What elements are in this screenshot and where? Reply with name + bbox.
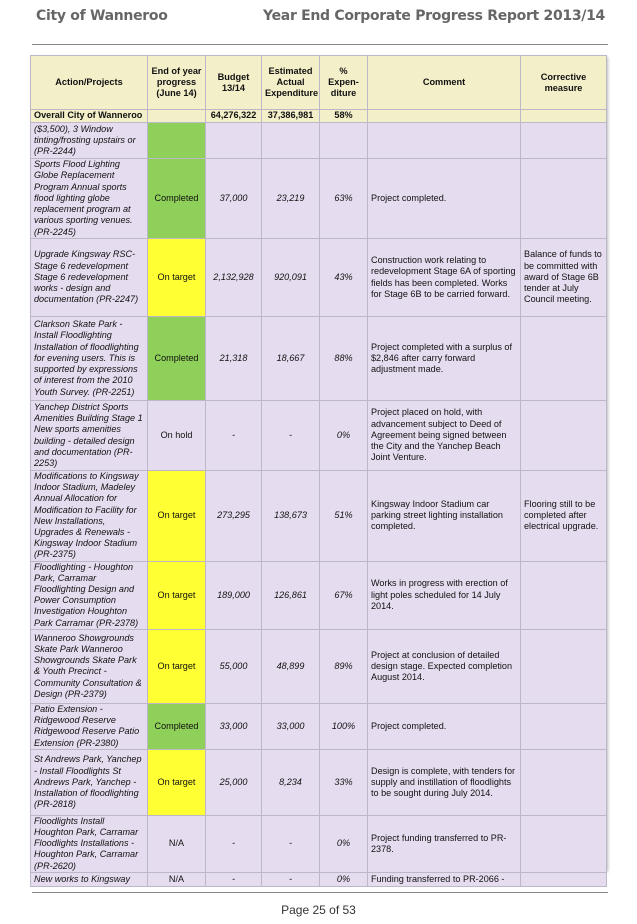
corrective-cell — [521, 872, 607, 886]
header-divider — [32, 44, 608, 45]
budget-cell: - — [206, 815, 262, 872]
action-cell: Floodlighting - Houghton Park, Carramar Floodlighting Design and Power Consumption Investigation Houghton Park Carramar (PR-2378) — [31, 561, 148, 629]
comment-cell: Project completed. — [368, 159, 521, 239]
actual-cell: 138,673 — [262, 471, 320, 562]
action-cell: New works to Kingsway — [31, 872, 148, 886]
corrective-cell — [521, 317, 607, 401]
overall-label: Overall City of Wanneroo — [31, 110, 148, 123]
pct-cell: 0% — [320, 815, 368, 872]
table-row — [31, 815, 607, 872]
actual-cell: 8,234 — [262, 749, 320, 815]
action-cell: Modifications to Kingsway Indoor Stadium, Madeley Annual Allocation for Modification to Facility for New Installations, Upgrades & Renewals - Kingsway Indoor Stadium (PR-2375) — [31, 471, 148, 562]
actual-cell: 126,861 — [262, 561, 320, 629]
comment-cell: Construction work relating to redevelopment Stage 6A of sporting fields has been completed. Works for Stage 6B to be carried forward. — [368, 239, 521, 317]
pct-cell: 88% — [320, 317, 368, 401]
budget-cell: 37,000 — [206, 159, 262, 239]
budget-cell: 189,000 — [206, 561, 262, 629]
budget-cell: 33,000 — [206, 703, 262, 749]
corrective-cell: Balance of funds to be committed with award of Stage 6B tender at July Council meeting. — [521, 239, 607, 317]
budget-cell — [206, 123, 262, 159]
corrective-cell — [521, 629, 607, 703]
table-row — [31, 471, 607, 562]
pct-cell — [320, 123, 368, 159]
table-row — [31, 749, 607, 815]
comment-cell: Project placed on hold, with advancement subject to Deed of Agreement being signed between the City and the Yanchep Beach Joint Venture. — [368, 401, 521, 471]
corrective-cell — [521, 123, 607, 159]
pct-cell: 0% — [320, 872, 368, 886]
actual-cell: - — [262, 872, 320, 886]
comment-cell: Project funding transferred to PR-2378. — [368, 815, 521, 872]
progress-table-container — [30, 55, 606, 884]
overall-progress — [148, 110, 206, 123]
progress-cell: N/A — [148, 815, 206, 872]
col-header-pct: % Expen-diture — [320, 56, 368, 110]
progress-cell: Completed — [148, 703, 206, 749]
progress-cell: N/A — [148, 872, 206, 886]
action-cell: Upgrade Kingsway RSC- Stage 6 redevelopment Stage 6 redevelopment works - design and documentation (PR-2247) — [31, 239, 148, 317]
action-cell: Sports Flood Lighting Globe Replacement Program Annual sports flood lighting globe replacement program at various sporting venues. (PR-2245) — [31, 159, 148, 239]
actual-cell: 48,899 — [262, 629, 320, 703]
budget-cell: 2,132,928 — [206, 239, 262, 317]
table-row — [31, 872, 607, 886]
col-header-corrective: Corrective measure — [521, 56, 607, 110]
progress-cell — [148, 123, 206, 159]
comment-cell: Project completed with a surplus of $2,846 after carry forward adjustment made. — [368, 317, 521, 401]
action-cell: Yanchep District Sports Amenities Building Stage 1 New sports amenities building - detailed design and documentation (PR-2253) — [31, 401, 148, 471]
pct-cell: 33% — [320, 749, 368, 815]
budget-cell: 25,000 — [206, 749, 262, 815]
action-cell: Clarkson Skate Park - Install Floodlighting Installation of floodlighting for evening users. This is supported by expressions of interest from the 2010 Youth Survey. (PR-2251) — [31, 317, 148, 401]
action-cell: Wanneroo Showgrounds Skate Park Wanneroo Showgrounds Skate Park & Youth Precinct - Community Consultation & Design (PR-2379) — [31, 629, 148, 703]
actual-cell: - — [262, 815, 320, 872]
overall-row — [31, 110, 607, 123]
table-row — [31, 401, 607, 471]
table-row — [31, 123, 607, 159]
progress-cell: On target — [148, 471, 206, 562]
progress-table — [30, 55, 607, 887]
comment-cell: Funding transferred to PR-2066 - — [368, 872, 521, 886]
pct-cell: 63% — [320, 159, 368, 239]
comment-cell: Works in progress with erection of light poles scheduled for 14 July 2014. — [368, 561, 521, 629]
col-header-comment: Comment — [368, 56, 521, 110]
table-row — [31, 317, 607, 401]
action-cell: St Andrews Park, Yanchep - Install Floodlights St Andrews Park, Yanchep - Installation of floodlighting (PR-2818) — [31, 749, 148, 815]
action-cell: Patio Extension - Ridgewood Reserve Ridgewood Reserve Patio Extension (PR-2380) — [31, 703, 148, 749]
page-header — [32, 8, 605, 30]
col-header-progress: End of year progress (June 14) — [148, 56, 206, 110]
table-row — [31, 239, 607, 317]
pct-cell: 43% — [320, 239, 368, 317]
col-header-budget: Budget 13/14 — [206, 56, 262, 110]
pct-cell: 0% — [320, 401, 368, 471]
footer-divider — [32, 892, 608, 893]
overall-actual: 37,386,981 — [262, 110, 320, 123]
actual-cell: 23,219 — [262, 159, 320, 239]
table-header-row — [31, 56, 607, 110]
budget-cell: 55,000 — [206, 629, 262, 703]
col-header-actual: Estimated Actual Expenditure — [262, 56, 320, 110]
comment-cell: Project completed. — [368, 703, 521, 749]
comment-cell: Design is complete, with tenders for supply and instillation of floodlights to be sought during July 2014. — [368, 749, 521, 815]
report-title: Year End Corporate Progress Report 2013/14 — [263, 8, 605, 24]
actual-cell: 33,000 — [262, 703, 320, 749]
comment-cell: Project at conclusion of detailed design stage. Expected completion August 2014. — [368, 629, 521, 703]
organisation-name: City of Wanneroo — [36, 8, 168, 24]
pct-cell: 51% — [320, 471, 368, 562]
corrective-cell — [521, 703, 607, 749]
budget-cell: 273,295 — [206, 471, 262, 562]
overall-pct: 58% — [320, 110, 368, 123]
progress-cell: On target — [148, 561, 206, 629]
corrective-cell — [521, 749, 607, 815]
corrective-cell — [521, 561, 607, 629]
comment-cell — [368, 123, 521, 159]
corrective-cell — [521, 159, 607, 239]
progress-cell: Completed — [148, 159, 206, 239]
budget-cell: 21,318 — [206, 317, 262, 401]
progress-cell: Completed — [148, 317, 206, 401]
overall-comment — [368, 110, 521, 123]
corrective-cell: Flooring still to be completed after electrical upgrade. — [521, 471, 607, 562]
actual-cell: - — [262, 401, 320, 471]
progress-cell: On target — [148, 629, 206, 703]
budget-cell: - — [206, 872, 262, 886]
action-cell: ($3,500), 3 Window tinting/frosting upstairs or (PR-2244) — [31, 123, 148, 159]
table-row — [31, 159, 607, 239]
action-cell: Floodlights Install Houghton Park, Carramar Floodlights Installations - Houghton Park, Carramar (PR-2620) — [31, 815, 148, 872]
pct-cell: 89% — [320, 629, 368, 703]
actual-cell — [262, 123, 320, 159]
progress-cell: On target — [148, 749, 206, 815]
corrective-cell — [521, 815, 607, 872]
overall-budget: 64,276,322 — [206, 110, 262, 123]
overall-corrective — [521, 110, 607, 123]
table-row — [31, 703, 607, 749]
progress-cell: On target — [148, 239, 206, 317]
pct-cell: 67% — [320, 561, 368, 629]
comment-cell: Kingsway Indoor Stadium car parking street lighting installation completed. — [368, 471, 521, 562]
progress-cell: On hold — [148, 401, 206, 471]
col-header-action: Action/Projects — [31, 56, 148, 110]
corrective-cell — [521, 401, 607, 471]
actual-cell: 18,667 — [262, 317, 320, 401]
table-row — [31, 629, 607, 703]
pct-cell: 100% — [320, 703, 368, 749]
actual-cell: 920,091 — [262, 239, 320, 317]
table-row — [31, 561, 607, 629]
page-number: Page 25 of 53 — [281, 903, 356, 917]
budget-cell: - — [206, 401, 262, 471]
